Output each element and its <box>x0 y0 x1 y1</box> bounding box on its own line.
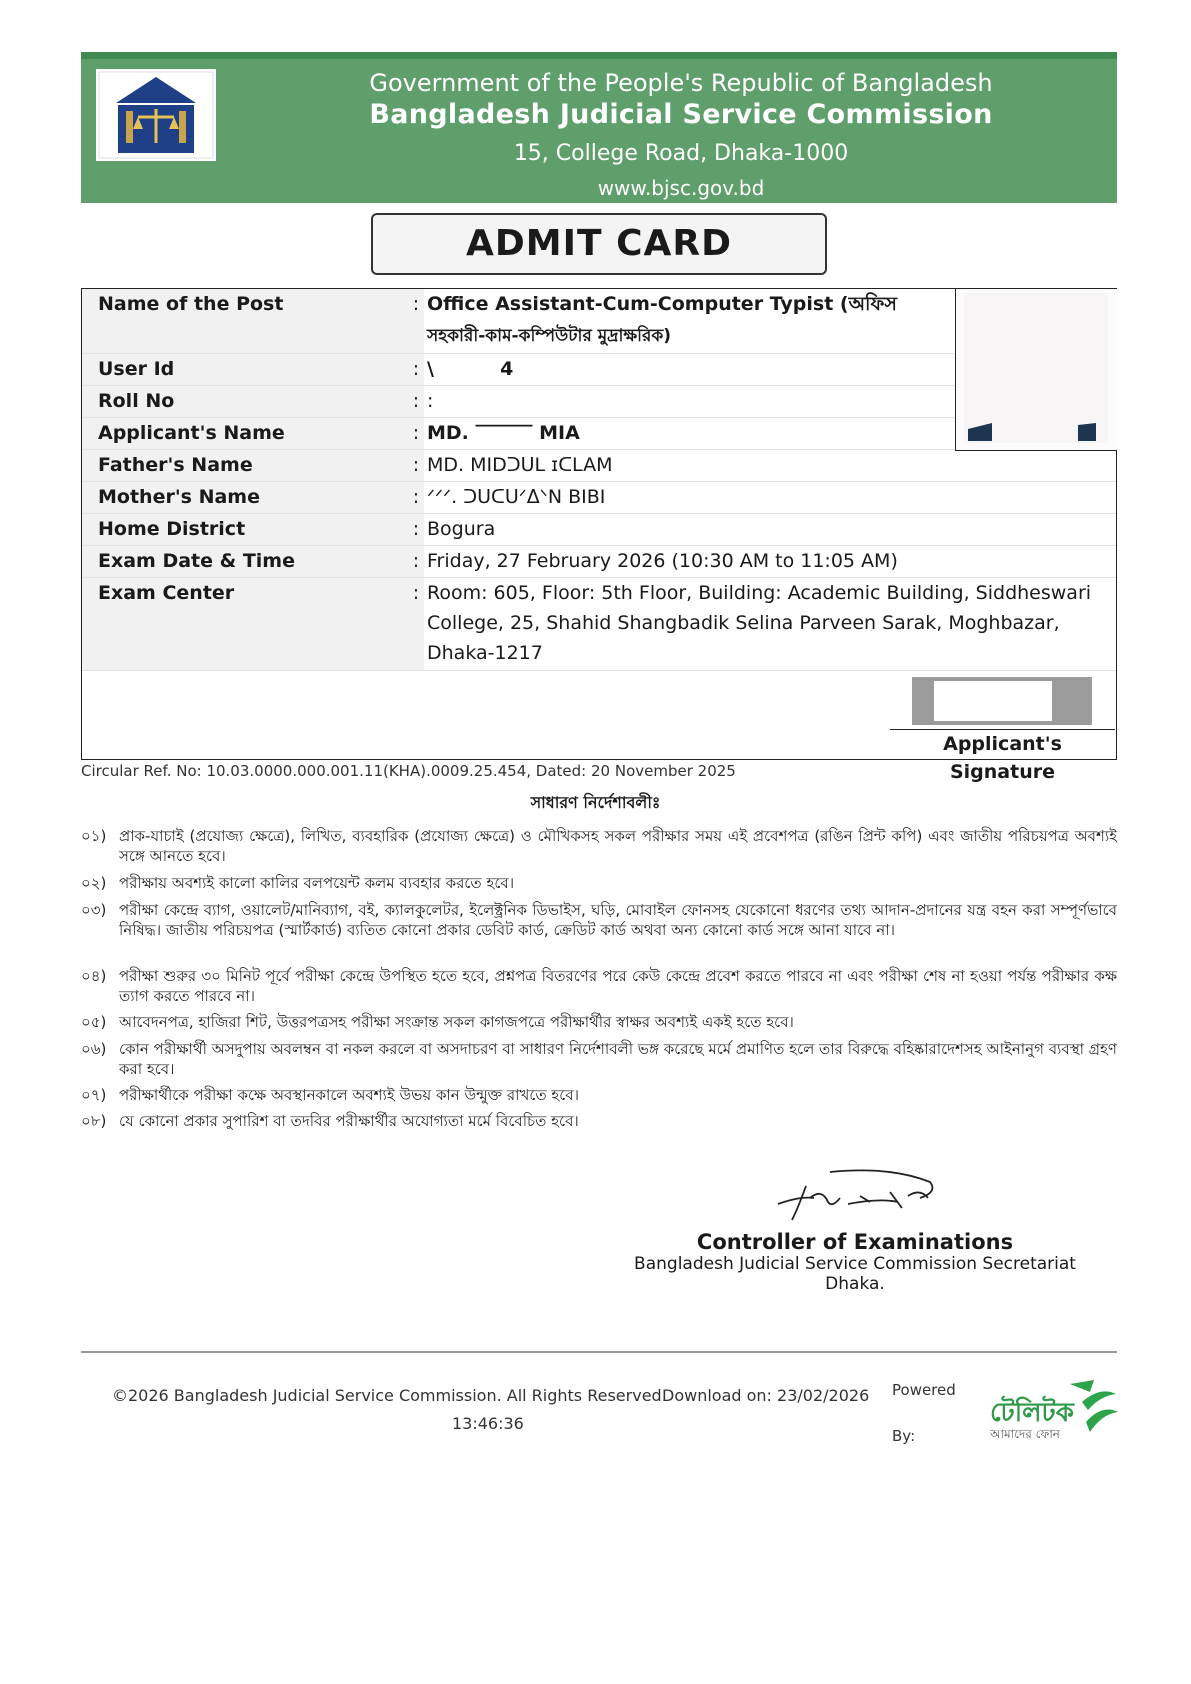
footer-by: By: <box>892 1427 916 1445</box>
instructions-title: সাধারণ নির্দেশাবলীঃ <box>530 793 661 812</box>
exam-date-label: Exam Date & Time <box>82 546 408 577</box>
instruction-number: ০৪) <box>81 967 107 985</box>
commission-name: Bangladesh Judicial Service Commission <box>369 99 993 130</box>
father-label: Father's Name <box>82 450 408 481</box>
footer-download-date: Download on: 23/02/2026 <box>662 1386 870 1405</box>
instruction-number: ০৮) <box>81 1112 107 1130</box>
controller-office: Bangladesh Judicial Service Commission Secretariat <box>634 1254 1076 1274</box>
controller-city: Dhaka. <box>825 1274 885 1294</box>
footer-download-time: 13:46:36 <box>452 1414 524 1433</box>
government-title: Government of the People's Republic of Bangladesh <box>369 69 993 97</box>
colon: : <box>408 482 424 513</box>
applicant-label: Applicant's Name <box>82 418 408 449</box>
instruction-number: ০৬) <box>81 1040 107 1058</box>
instruction-number: ০১) <box>81 827 107 845</box>
roll-value: : <box>427 390 434 412</box>
instruction-text: পরীক্ষায় অবশ্যই কালো কালির বলপয়েন্ট কলম ব্যবহার করতে হবে। <box>119 874 515 892</box>
instruction-number: ০৩) <box>81 901 107 919</box>
footer-powered: Powered <box>892 1381 956 1399</box>
instruction-text: আবেদনপত্র, হাজিরা শিট, উত্তরপত্রসহ পরীক্ষা সংক্রান্ত সকল কাগজপত্রে পরীক্ষার্থীর স্বাক্ষর অবশ্যই একই হতে হবে। <box>119 1013 794 1031</box>
mother-label: Mother's Name <box>82 482 408 513</box>
footer-divider <box>81 1351 1117 1353</box>
exam-date-value: Friday, 27 February 2026 (10:30 AM to 11:05 AM) <box>427 550 898 572</box>
exam-date-row <box>82 546 1116 577</box>
header-banner <box>81 52 1117 203</box>
father-value: MD. MIDᑐᑌL ɪᑕLAM <box>427 454 613 476</box>
instruction-number: ০২) <box>81 874 107 892</box>
colon: : <box>408 418 424 449</box>
footer-copyright: ©2026 Bangladesh Judicial Service Commission. All Rights Reserved. <box>112 1386 667 1405</box>
colon: : <box>408 386 424 417</box>
circular-reference: Circular Ref. No: 10.03.0000.000.001.11(KHA).0009.25.454, Dated: 20 November 2025 <box>81 762 736 780</box>
applicant-photo <box>955 289 1117 451</box>
applicant-signature-label: Applicant's Signature <box>890 729 1115 786</box>
teletalk-logo <box>990 1378 1118 1446</box>
colon: : <box>408 450 424 481</box>
colon: : <box>408 354 424 385</box>
district-value: Bogura <box>427 518 496 540</box>
instruction-text: প্রাক-যাচাই (প্রযোজ্য ক্ষেত্রে), লিখিত, ব্যবহারিক (প্রযোজ্য ক্ষেত্রে) ও মৌখিকসহ সকল পরীক্ষার সময় এই প্রবেশপত্র (রঙিন প্রিন্ট কপি) এবং জাতীয় পরিচয়পত্র অবশ্যই সঙ্গে আনতে হবে। <box>119 827 1117 865</box>
district-label: Home District <box>82 514 408 545</box>
instruction-text: পরীক্ষা শুরুর ৩০ মিনিট পূর্বে পরীক্ষা কেন্দ্রে উপস্থিত হতে হবে, প্রশ্নপত্র বিতরণের পরে কেউ কেন্দ্রে প্রবেশ করতে পারবে না এবং পরীক্ষা শেষ না হওয়া পর্যন্ত পরীক্ষার কক্ষ ত্যাগ করতে পারবে না। <box>119 967 1117 1005</box>
userid-value: \ 4 <box>427 358 514 380</box>
colon: : <box>408 578 424 670</box>
father-row <box>82 450 1116 481</box>
exam-center-row <box>82 578 1116 670</box>
colon: : <box>408 289 424 353</box>
signatory-block <box>620 1168 1090 1294</box>
commission-address: 15, College Road, Dhaka-1000 <box>513 141 849 166</box>
exam-center-line1: Room: 605, Floor: 5th Floor, Building: Academic Building, Siddheswari <box>427 582 1092 604</box>
post-value-line1: Office Assistant-Cum-Computer Typist (অফিস <box>427 293 897 315</box>
exam-center-label: Exam Center <box>82 578 408 670</box>
applicant-value: MD. ‾‾‾‾‾‾ MIA <box>427 422 580 444</box>
district-row <box>82 514 1116 545</box>
teletalk-tagline: আমাদের ফোন <box>990 1427 1060 1441</box>
mother-row <box>82 482 1116 513</box>
instruction-text: পরীক্ষা কেন্দ্রে ব্যাগ, ওয়ালেট/মানিব্যাগ, বই, ক্যালকুলেটর, ইলেক্ট্রনিক ডিভাইস, ঘড়ি, মোবাইল ফোনসহ যেকোনো ধরণের তথ্য আদান-প্রদানের যন্ত্র বহন করা সম্পূর্ণভাবে নিষিদ্ধ। জাতীয় পরিচয়পত্র (স্মার্টকার্ড) ব্যতিত কোনো প্রকার ডেবিট কার্ড, ক্রেডিট কার্ড অথবা অন্য কোনো কার্ড সঙ্গে আনা যাবে না। <box>119 901 1117 939</box>
post-value-line2: সহকারী-কাম-কম্পিউটার মুদ্রাক্ষরিক) <box>427 326 672 346</box>
userid-label: User Id <box>82 354 408 385</box>
exam-center-value <box>427 578 1116 670</box>
instruction-text: কোন পরীক্ষার্থী অসদুপায় অবলম্বন বা নকল করলে বা অসদাচরণ বা সাধারণ নির্দেশাবলী ভঙ্গ করেছে মর্মে প্রমাণিত হলে তার বিরুদ্ধে বহিষ্কারাদেশসহ আইনানুগ ব্যবস্থা গ্রহণ করা হবে। <box>119 1040 1117 1078</box>
colon: : <box>408 546 424 577</box>
instruction-text: পরীক্ষার্থীকে পরীক্ষা কক্ষে অবস্থানকালে অবশ্যই উভয় কান উন্মুক্ত রাখতে হবে। <box>119 1086 580 1104</box>
admit-card-title: ADMIT CARD <box>371 213 827 275</box>
instruction-number: ০৭) <box>81 1086 107 1104</box>
post-label: Name of the Post <box>82 289 408 353</box>
bjsc-logo <box>96 69 216 161</box>
exam-center-line2: College, 25, Shahid Shangbadik Selina Parveen Sarak, Moghbazar, <box>427 612 1060 634</box>
post-value <box>427 289 954 353</box>
colon: : <box>408 514 424 545</box>
teletalk-brand: টেলিটক <box>990 1398 1074 1428</box>
instruction-number: ০৫) <box>81 1013 107 1031</box>
commission-website: www.bjsc.gov.bd <box>597 176 765 200</box>
instruction-text: যে কোনো প্রকার সুপারিশ বা তদবির পরীক্ষার্থীর অযোগ্যতা মর্মে বিবেচিত হবে। <box>119 1112 579 1130</box>
exam-center-line3: Dhaka-1217 <box>427 642 543 664</box>
applicant-signature-image <box>912 677 1092 725</box>
roll-label: Roll No <box>82 386 408 417</box>
controller-title: Controller of Examinations <box>696 1230 1014 1254</box>
mother-value: ᐟᐟᐟ. ᑐᑌᑕᑌᐟᐃᐠN BIBI <box>427 486 606 508</box>
